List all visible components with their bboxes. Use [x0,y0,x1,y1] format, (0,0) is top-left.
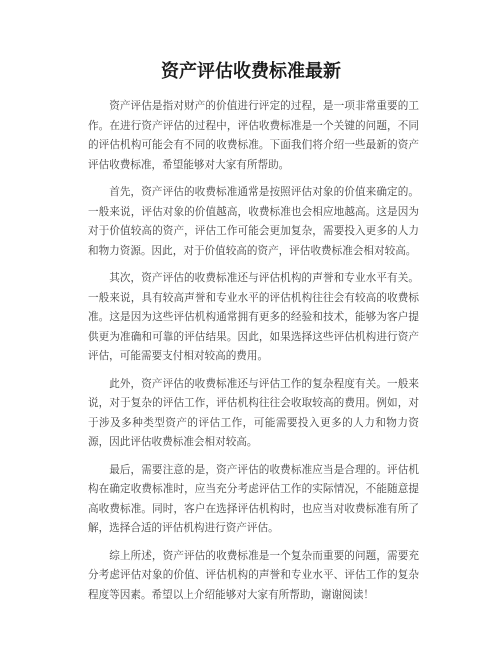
document-title: 资产评估收费标准最新 [161,61,341,82]
paragraph-reasonableness: 最后，需要注意的是，资产评估的收费标准应当是合理的。评估机构在确定收费标准时，应当充分考虑评估工作的实际情况，不能随意提高收费标准。同时，客户在选择评估机构时，也应当对收费标准有所了解，选择合适的评估机构进行资产评估。 [88,463,419,534]
paragraph-value-based: 首先，资产评估的收费标准通常是按照评估对象的价值来确定的。一般来说，评估对象的价值越高，收费标准也会相应地越高。这是因为对于价值较高的资产，评估工作可能会更加复杂，需要投入更多的人力和物力资源。因此，对于价值较高的资产，评估收费标准会相对较高。 [88,186,419,257]
paragraph-intro: 资产评估是指对财产的价值进行评定的过程，是一项非常重要的工作。在进行资产评估的过程中，评估收费标准是一个关键的问题，不同的评估机构可能会有不同的收费标准。下面我们将介绍一些最新的资产评估收费标准，希望能够对大家有所帮助。 [88,100,419,171]
paragraph-conclusion: 综上所述，资产评估的收费标准是一个复杂而重要的问题，需要充分考虑评估对象的价值、评估机构的声誉和专业水平、评估工作的复杂程度等因素。希望以上介绍能够对大家有所帮助，谢谢阅读！ [88,549,419,601]
paragraph-reputation: 其次，资产评估的收费标准还与评估机构的声誉和专业水平有关。一般来说，具有较高声誉和专业水平的评估机构往往会有较高的收费标准。这是因为这些评估机构通常拥有更多的经验和技术，能够为客户提供更为准确和可靠的评估结果。因此，如果选择这些评估机构进行资产评估，可能需要支付相对较高的费用。 [88,272,419,362]
document-body [88,97,419,613]
paragraph-complexity: 此外，资产评估的收费标准还与评估工作的复杂程度有关。一般来说，对于复杂的评估工作，评估机构往往会收取较高的费用。例如，对于涉及多种类型资产的评估工作，可能需要投入更多的人力和物力资源，因此评估收费标准会相对较高。 [88,377,419,448]
